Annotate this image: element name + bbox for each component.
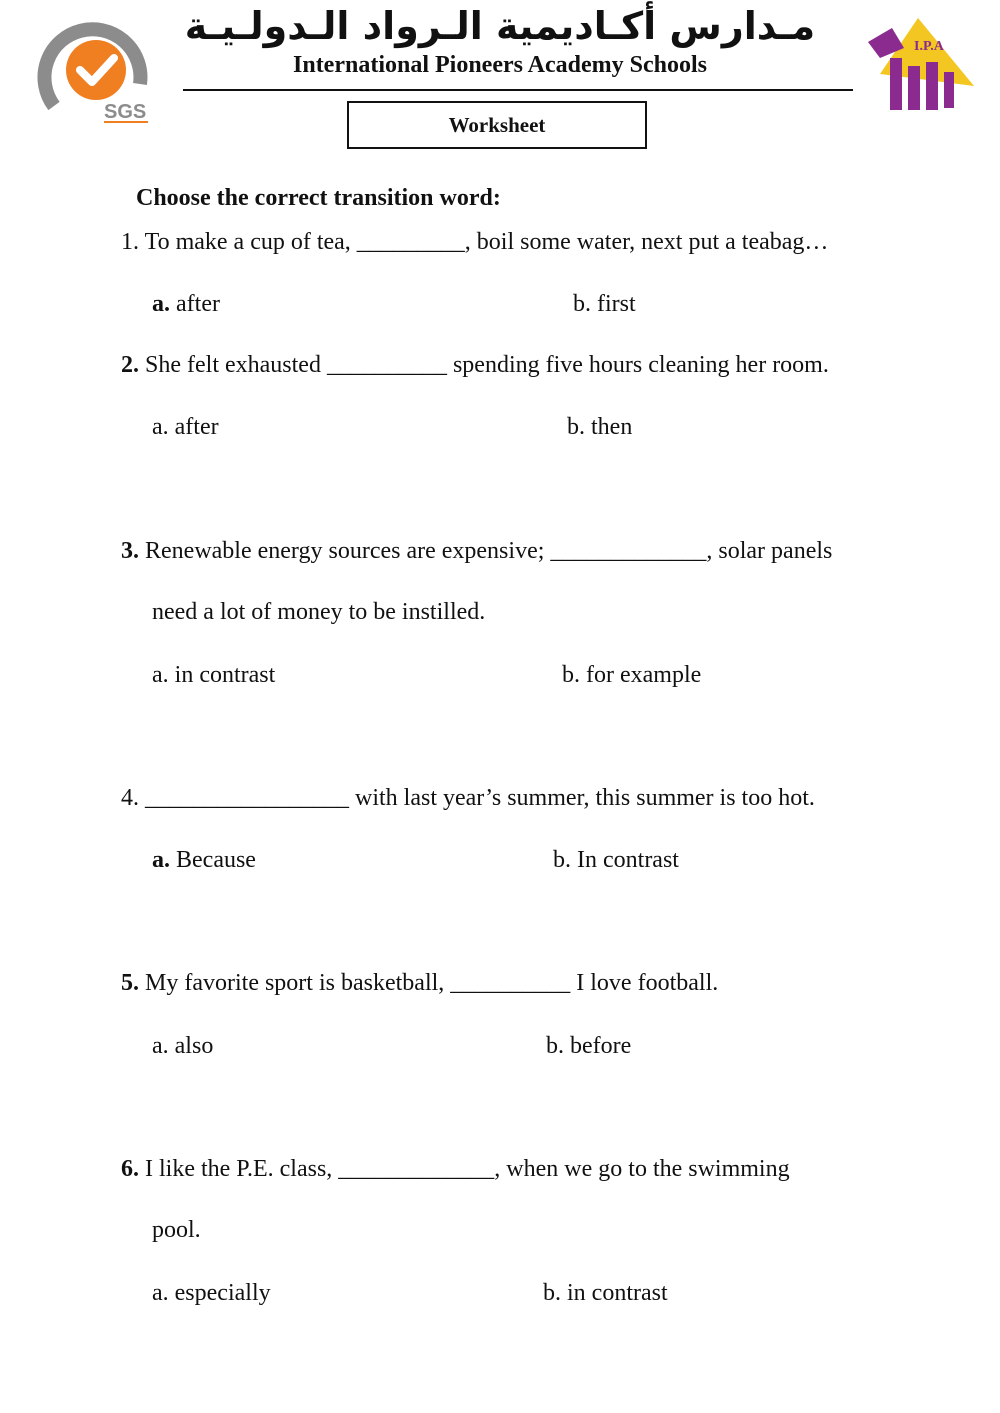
question-6-continuation: pool.: [152, 1217, 201, 1243]
question-3-continuation: need a lot of money to be instilled.: [152, 599, 486, 625]
question-number: 2.: [121, 352, 139, 378]
worksheet-title: Worksheet: [347, 101, 647, 149]
question-4-option-b[interactable]: b. In contrast: [553, 847, 679, 873]
question-6: [121, 1156, 790, 1183]
option-letter: a.: [152, 1033, 169, 1059]
question-4: [121, 785, 815, 812]
option-letter: a.: [152, 847, 170, 873]
question-5-option-b[interactable]: b. before: [546, 1033, 632, 1059]
question-3: [121, 538, 832, 565]
ipa-school-logo: [860, 14, 980, 118]
sgs-iso-logo: [34, 14, 154, 126]
question-5: [121, 970, 718, 997]
option-text: also: [174, 1033, 214, 1059]
ipa-text: I.P.A: [914, 39, 944, 54]
question-3-option-a[interactable]: [152, 662, 275, 689]
question-1: [121, 229, 828, 256]
option-text: after: [174, 414, 219, 440]
question-5-option-a[interactable]: [152, 1033, 213, 1060]
question-text: To make a cup of tea, _________, boil some water, next put a teabag…: [144, 229, 829, 255]
question-6-option-b[interactable]: b. in contrast: [543, 1280, 668, 1306]
question-number: 1.: [121, 229, 139, 255]
question-4-option-a[interactable]: [152, 847, 256, 874]
question-6-option-a[interactable]: [152, 1280, 271, 1307]
header-divider: [183, 89, 853, 91]
question-text: I like the P.E. class, _____________, when we go to the swimming: [145, 1156, 790, 1182]
question-text: She felt exhausted __________ spending five hours cleaning her room.: [145, 352, 829, 378]
question-1-option-a[interactable]: [152, 291, 220, 318]
question-number: 5.: [121, 970, 139, 996]
question-number: 6.: [121, 1156, 139, 1182]
question-text: _________________ with last year’s summer, this summer is too hot.: [145, 785, 815, 811]
english-school-name: International Pioneers Academy Schools: [293, 52, 707, 78]
instruction-text: Choose the correct transition word:: [136, 185, 501, 211]
question-1-option-b[interactable]: b. first: [573, 291, 636, 317]
option-letter: a.: [152, 414, 169, 440]
sgs-text: SGS: [104, 101, 147, 123]
option-text: in contrast: [174, 662, 276, 688]
question-3-option-b[interactable]: b. for example: [562, 662, 702, 688]
option-letter: a.: [152, 291, 170, 317]
option-text: after: [176, 291, 220, 317]
question-text: My favorite sport is basketball, __________ I love football.: [145, 970, 719, 996]
question-2: [121, 352, 829, 379]
option-text: especially: [174, 1280, 271, 1306]
question-number: 3.: [121, 538, 139, 564]
question-text: Renewable energy sources are expensive; _____________, solar panels: [145, 538, 833, 564]
arabic-school-name: مـدارس أكـاديمية الـرواد الـدولـيـة: [184, 4, 816, 48]
question-2-option-a[interactable]: [152, 414, 219, 441]
option-letter: a.: [152, 662, 169, 688]
question-2-option-b[interactable]: b. then: [567, 414, 633, 440]
option-letter: a.: [152, 1280, 169, 1306]
question-number: 4.: [121, 785, 139, 811]
option-text: Because: [176, 847, 256, 873]
